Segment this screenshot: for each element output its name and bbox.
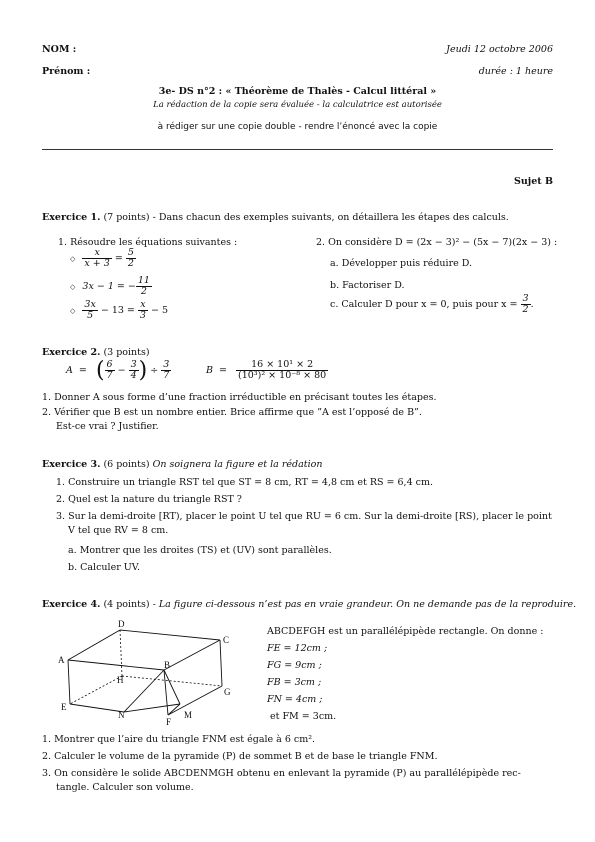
vertex-d-label: D (118, 619, 125, 629)
ex1-q2: 2. On considère D = (2x − 3)² − (5x − 7)(2x − 3) : (316, 237, 558, 248)
ex4-heading: Exercice 4. (4 points) - La figure ci-dessous n’est pas en vraie grandeur. On ne demande pas de la reproduire. (42, 599, 577, 610)
vertex-a-label: A (58, 655, 65, 665)
ex4-fg: FG = 9cm ; (267, 660, 322, 671)
vertex-b-label: B (164, 660, 171, 670)
prenom-label: Prénom : (42, 66, 91, 77)
vertex-h-label: H (117, 675, 124, 685)
date-text: Jeudi 12 octobre 2006 (446, 44, 553, 55)
ex4-fe: FE = 12cm ; (267, 643, 328, 654)
ex4-q3: 3. On considère le solide ABCDENMGH obtenu en enlevant la pyramide (P) au parallélépipède rec- (42, 768, 521, 779)
vertex-f-label: F (166, 717, 172, 727)
ex4-fb: FB = 3cm ; (267, 677, 322, 688)
instructions: à rédiger sur une copie double - rendre l’énoncé avec la copie (157, 122, 438, 132)
ex2-q1: 1. Donner A sous forme d’une fraction irréductible en précisant toutes les étapes. (42, 392, 437, 403)
vertex-c-label: C (223, 635, 230, 645)
vertex-n-label: N (118, 710, 125, 720)
vertex-m-label: M (184, 710, 193, 720)
sujet-label: Sujet B (514, 176, 553, 187)
ex3-q3c: b. Calculer UV. (68, 562, 140, 573)
ex3-q3a: a. Montrer que les droites (TS) et (UV) sont parallèles. (68, 545, 332, 556)
ex3-heading: Exercice 3. (6 points) On soignera la figure et la rédation (42, 459, 323, 470)
ex1-eq3: ◇ $\frac{3x}{5}$ − 13 = $\frac{x}{3}$ − 5 (70, 299, 169, 321)
ex3-q3: 3. Sur la demi-droite [RT), placer le point U tel que RU = 6 cm. Sur la demi-droite [RS), placer le point (56, 511, 552, 522)
ex1-q2b: b. Factoriser D. (330, 280, 405, 291)
ex3-q3b: V tel que RV = 8 cm. (68, 525, 169, 536)
ex1-eq2: ◇ 3x − 1 = − $\frac{11}{2}$ (70, 275, 150, 297)
ex4-fm: et FM = 3cm. (270, 711, 337, 722)
ex4-q2: 2. Calculer le volume de la pyramide (P) de sommet B et de base le triangle FNM. (42, 751, 438, 762)
ex3-q1: 1. Construire un triangle RST tel que ST = 8 cm, RT = 4,8 cm et RS = 6,4 cm. (56, 477, 433, 488)
ex2-heading: Exercice 2. (3 points) (42, 347, 150, 358)
ex4-q1: 1. Montrer que l’aire du triangle FNM est égale à 6 cm². (42, 734, 316, 745)
ex1-eq1: ◇ $\frac{x}{x + 3}$ = $\frac{5}{2}$ (70, 247, 134, 269)
ex4-intro: ABCDEFGH est un parallélépipède rectangle. On donne : (267, 626, 544, 637)
ex2-q2b: Est-ce vrai ? Justifier. (56, 421, 159, 432)
ex1-q1: 1. Résoudre les équations suivantes : (58, 237, 238, 248)
ex1-q2c: c. Calculer D pour x = 0, puis pour x = $\frac{3}{2}$ . (330, 293, 534, 315)
ex1-heading: Exercice 1. (7 points) - Dans chacun des exemples suivants, on détaillera les étapes des calculs. (42, 212, 509, 223)
ex4-q3b: tangle. Calculer son volume. (56, 782, 194, 793)
vertex-g-label: G (224, 687, 231, 697)
ex2-expression-b: B = $\frac{\text{16 × 10¹ × 2}}{\text{(10³)² × 10⁻⁸ × 80}}$ (206, 359, 327, 381)
duree-text: durée : 1 heure (478, 66, 553, 77)
nom-label: NOM : (42, 44, 77, 55)
ex1-q2a: a. Développer puis réduire D. (330, 258, 473, 269)
ex2-expression-a: A = ( $\frac{6}{7}$ − $\frac{3}{4}$ ) ÷ $\frac{3}{7}$ (66, 358, 170, 383)
ex4-fn: FN = 4cm ; (267, 694, 323, 705)
ex2-q2: 2. Vérifier que B est un nombre entier. Brice affirme que ”A est l’opposé de B”. (42, 407, 422, 418)
page-title: 3e- DS n°2 : « Théorème de Thalès - Calcul littéral » (158, 86, 437, 97)
page-subtitle: La rédaction de la copie sera évaluée - la calculatrice est autorisée (153, 100, 442, 110)
header-divider (42, 149, 553, 150)
vertex-e-label: E (61, 702, 67, 712)
parallelepiped-figure (56, 616, 246, 728)
ex3-q2: 2. Quel est la nature du triangle RST ? (56, 494, 242, 505)
